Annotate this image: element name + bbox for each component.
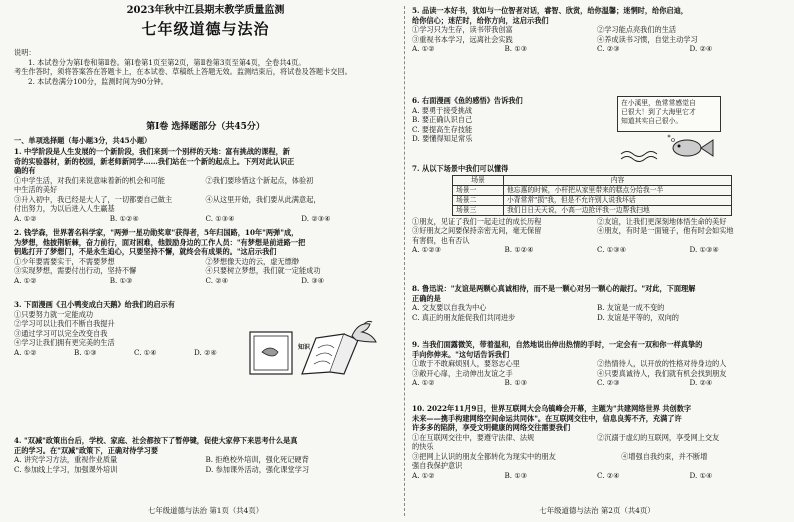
question-5: [412, 6, 782, 54]
q1-option-a: A. ①②: [14, 213, 37, 223]
q3-statement: ①只要努力就一定能成功: [14, 309, 94, 319]
q5-statement: ④养成读书习惯，自觉主动学习: [597, 34, 698, 44]
q7-statement: ①朋友，见证了我们一起走过的成长历程: [412, 216, 542, 226]
page-2-footer: 七年级道德与法治 第2页（共4页）: [539, 506, 655, 516]
instruction-2: 2. 本试卷满分100分，监测时间为90分钟。: [28, 76, 168, 86]
q5-stem: 5. 品读一本好书，犹如与一位智者对话，睿智、欣赏，给你温馨；迷惘时，给你启迪，: [412, 6, 688, 15]
cartoon-label: 知识: [298, 344, 311, 351]
bubble-line: 在小溪里，鱼常常感觉自: [621, 99, 696, 107]
question-9: [412, 340, 782, 388]
table-header-content: 内容: [504, 175, 732, 185]
q4-stem: 正的学习。在"双减"政策下，正确对待学习要: [14, 445, 159, 455]
q4-stem: 4. "双减"政策出台后，学校、家庭、社会都按下了暂停键，促使大家停下来思考什么是真: [14, 436, 298, 445]
q7-statement: 有害假，也有否认: [412, 235, 470, 245]
q5-statement: ①学习只为生存，读书带我创富: [412, 25, 513, 34]
q10-option-c: C. ②④: [597, 470, 620, 480]
page-1: [14, 0, 397, 522]
q1-stem: 1. 中学阶段是人生发展的一个新阶段，我们来到一个别样的天地：富有挑战的课程，新: [14, 147, 290, 156]
q2-stem: 2. 钱学森，世界著名科学家，"两弹一星功勋奖章"获得者，5年归国路，10年"两弹"成，: [14, 228, 299, 237]
q6-option-d: D. 要懂得知足常乐: [412, 134, 473, 143]
q9-option-c: C. ②③: [597, 378, 620, 387]
question-10: [412, 404, 782, 480]
q5-statement: ③重视书本学习，远离社会实践: [412, 34, 513, 44]
q2-option-b: B. ①③: [109, 275, 133, 285]
book-swan-drawing: [246, 318, 386, 378]
table-header-scene: 场景: [453, 175, 504, 185]
q7-stem: 7. 从以下场景中我们可以懂得: [412, 164, 509, 173]
scenario-table: [452, 175, 732, 216]
table-row: [453, 185, 732, 195]
q10-option-b: B. ①③: [504, 470, 528, 480]
question-4: [14, 436, 397, 474]
instruction-1b: 考生作答时，须将答案答在答题卡上，在本试卷、草稿纸上答题无效。监测结束后，将试卷及答题卡交回。: [14, 67, 352, 76]
q7-statement: ④朋友，有时是一面镜子，他有时会如实地: [597, 226, 734, 235]
q9-statement: ④只要真诚待人，我们就有机会找到朋友: [597, 368, 727, 378]
q5-option-b: B. ①③: [504, 44, 528, 53]
q3-statement: ③通过学习可以完全改变自我: [14, 328, 108, 338]
table-cell: 我们日日天天说，小高一边抢评我一边帮我扫地: [504, 205, 732, 215]
q1-statement: ②我们要珍惜这个新起点，体验初: [205, 175, 314, 185]
q10-statement: ②沉溺于虚幻的互联网，享受网上交友: [597, 432, 720, 442]
bubble-line: 已很大！到了大海里它才: [621, 107, 696, 116]
q5-option-a: A. ①②: [412, 44, 435, 53]
q4-option-c: C. 参加线上学习，加强课外培训: [14, 464, 118, 474]
subject-title: 七年级道德与法治: [141, 20, 270, 38]
q8-option-c: C. 真正的朋友能促我们共同进步: [412, 312, 516, 322]
q4-option-d: D. 参加课外活动，强化课堂学习: [205, 464, 310, 474]
q7-option-c: C. ①③④: [597, 245, 627, 254]
table-cell: 小背常常"损"我，但是不允许别人说我坏话: [504, 195, 732, 205]
page-divider: [404, 6, 406, 516]
fish-speech-bubble: [617, 96, 721, 132]
q2-statement: ④只要树立梦想，我们就一定能成功: [205, 266, 321, 275]
q2-statement: ③实现梦想，需要付出行动，坚持不懈: [14, 266, 137, 275]
q1-statement: 付出努力，为以后进入人生赢基: [14, 204, 115, 213]
q1-option-d: D. ②③④: [301, 213, 331, 223]
q3-option-a: A. ①②: [14, 347, 37, 357]
fish-drawing: [617, 132, 721, 162]
q10-statement: ③把网上认识的朋友全都转化为现实中的朋友: [412, 451, 556, 461]
q1-option-b: B. ①②④: [109, 213, 139, 223]
q2-option-c: C. ②④: [205, 275, 229, 285]
ugly-duckling-cartoon: [246, 318, 386, 378]
q4-option-b: B. 拒绝校外培训，强化死记硬背: [205, 455, 309, 464]
q10-stem: 未来——携手构建网络空间命运共同体"。在互联网交往中，信息良莠不齐，充满了许: [412, 413, 682, 423]
instructions-label: 说明：: [14, 48, 36, 57]
q2-stem: 为梦想，他披荆斩棘，奋力前行，面对困难，他鼓励身边的工作人员："有梦想是前进路一把: [14, 237, 306, 247]
q9-option-a: A. ①②: [412, 378, 435, 387]
q5-stem: 给你信心；迷茫时，给你方向，这启示我们: [412, 15, 549, 25]
q9-stem: 手向你伸来。"这句话告诉我们: [412, 349, 510, 359]
q10-stem: 10. 2022年11月9日，世界互联网大会乌镇峰会开幕，主题为"共建网络世界 共创数字: [412, 404, 692, 413]
q9-statement: ②热情待人，以开放的性格对待身边的人: [597, 359, 727, 368]
q3-option-c: C. ①④: [134, 347, 157, 357]
q9-statement: ①敢于不敢麻烦别人，要怒志心里: [412, 359, 520, 368]
instructions: [14, 48, 397, 86]
q1-stem: 确的有: [14, 166, 36, 175]
q2-option-d: D. ③④: [301, 275, 325, 285]
question-8: [412, 284, 782, 322]
q6-option-c: C. 要提高生存技能: [412, 124, 473, 134]
table-row: [453, 205, 732, 215]
q8-option-a: A. 交友要以自我为中心: [412, 303, 487, 312]
q10-option-a: A. ①②: [412, 470, 435, 480]
q1-statement: ③升入初中，我已经是大人了，一切都要自己做主: [14, 194, 173, 204]
q5-statement: ②学习能点亮我们的生活: [597, 25, 677, 34]
section-1-title: 第Ⅰ卷 选择题部分（共45分）: [146, 122, 265, 132]
q8-stem: 8. 鲁迅说："友谊是两颗心真诚相待，而不是一颗心对另一颗心的敲打。"对此，下面理解: [412, 284, 696, 293]
instruction-1a: 1. 本试卷分为第Ⅰ卷和第Ⅱ卷。第Ⅰ卷第1页至第2页，第Ⅱ卷第3页至第4页，全卷共4页。: [28, 57, 306, 67]
q1-statement: 中生活的美好: [14, 185, 58, 194]
q2-stem: 钥匙打开了梦想门，不是永生追心，只要坚持不懈，就终会有成果的。"这启示我们: [14, 247, 277, 256]
q7-option-d: D. ①③④: [689, 245, 719, 254]
q10-statement: ④增强自我约束，并不断增: [621, 451, 708, 461]
question-6: [412, 96, 602, 144]
table-cell: 场景二: [453, 195, 504, 205]
q9-option-d: D. ②④: [689, 378, 713, 387]
page-1-footer: 七年级道德与法治 第1页（共4页）: [147, 506, 264, 516]
question-7: [412, 164, 782, 255]
q5-option-d: D. ②④: [689, 44, 713, 53]
q8-option-d: D. 友谊是平等的，双向的: [597, 312, 679, 322]
q7-option-a: A. ①②③: [412, 245, 442, 254]
table-cell: 场景三: [453, 205, 504, 215]
fish-cartoon: [617, 132, 721, 162]
q7-option-b: B. ①②④: [504, 245, 534, 254]
q5-option-c: C. ②③: [597, 44, 620, 53]
q2-statement: ①少年要需要实干，不需要梦想: [14, 256, 115, 266]
q3-option-d: D. ②④: [194, 347, 217, 357]
q1-option-c: C. ①③④: [205, 213, 235, 223]
q9-stem: 9. 当我们面露微笑，带着温和，自然地说出伸出热情的手时，一定会有一双和你一样真挚的: [412, 340, 703, 349]
q7-statement: ③好朋友之间要保持亲密无间，毫无保留: [412, 226, 542, 235]
q9-option-b: B. ①③: [504, 378, 528, 387]
q10-statement: 的快乐: [412, 442, 434, 451]
q3-option-b: B. ①③: [74, 347, 97, 357]
question-2: [14, 228, 397, 285]
q10-statement: ①在互联网交往中，要遵守法律、法规: [412, 432, 535, 442]
page-2: [412, 0, 782, 522]
q10-statement: 强自我保护意识: [412, 461, 463, 470]
q1-statement: ①中学生活，对我们来说意味着新的机会和可能: [14, 175, 165, 185]
q2-statement: ②梦想像天边的云，虚无缥缈: [205, 256, 299, 266]
q6-option-b: B. 要正确认识自己: [412, 115, 473, 124]
q9-statement: ③敞开心扉，主动伸出友谊之手: [412, 368, 513, 378]
q6-stem: 6. 右面漫画《鱼的感悟》告诉我们: [412, 96, 523, 105]
q3-statement: ④学习让我们拥有更完美的生活: [14, 338, 115, 347]
table-cell: 场景一: [453, 185, 504, 195]
q1-statement: ④从这里开始，我们要从此满意起，: [205, 194, 321, 204]
q3-stem: 3. 下面漫画《丑小鸭变成白天鹅》给我们的启示有: [14, 300, 175, 309]
table-cell: 他忘惠的时候，小杆把从家里带来的糕点分给我一半: [504, 185, 732, 195]
q2-option-a: A. ①②: [14, 275, 37, 285]
bubble-line: 知道其实自己很小。: [621, 116, 683, 125]
q4-option-a: A. 讲究学习方法，重视作业质量: [14, 455, 118, 464]
q8-option-b: B. 友谊是一成不变的: [597, 303, 665, 312]
question-1: [14, 147, 397, 223]
q10-option-d: D. ①④: [689, 470, 713, 480]
q10-stem: 许多多的陷阱，享受文明健康的网络交往需要我们: [412, 423, 571, 432]
q8-stem: 正确的是: [412, 293, 441, 303]
q3-statement: ②学习可以让我们不断自我提升: [14, 319, 115, 328]
part-1-title: 一、单项选择题（每小题3分，共45小题）: [14, 136, 152, 145]
q7-statement: ②友谊，让我们更深刻地体悟生命的美好: [597, 216, 727, 226]
q6-option-a: A. 要勇于接受挑战: [412, 105, 473, 115]
q1-stem: 奇的实验器材，新的校园，新老师新同学……我们站在一个新的起点上。下列对此认识正: [14, 156, 295, 166]
exam-title: 2023年秋中江县期末教学质量监测: [126, 5, 285, 16]
table-row: [453, 195, 732, 205]
table-header-row: [453, 175, 732, 185]
